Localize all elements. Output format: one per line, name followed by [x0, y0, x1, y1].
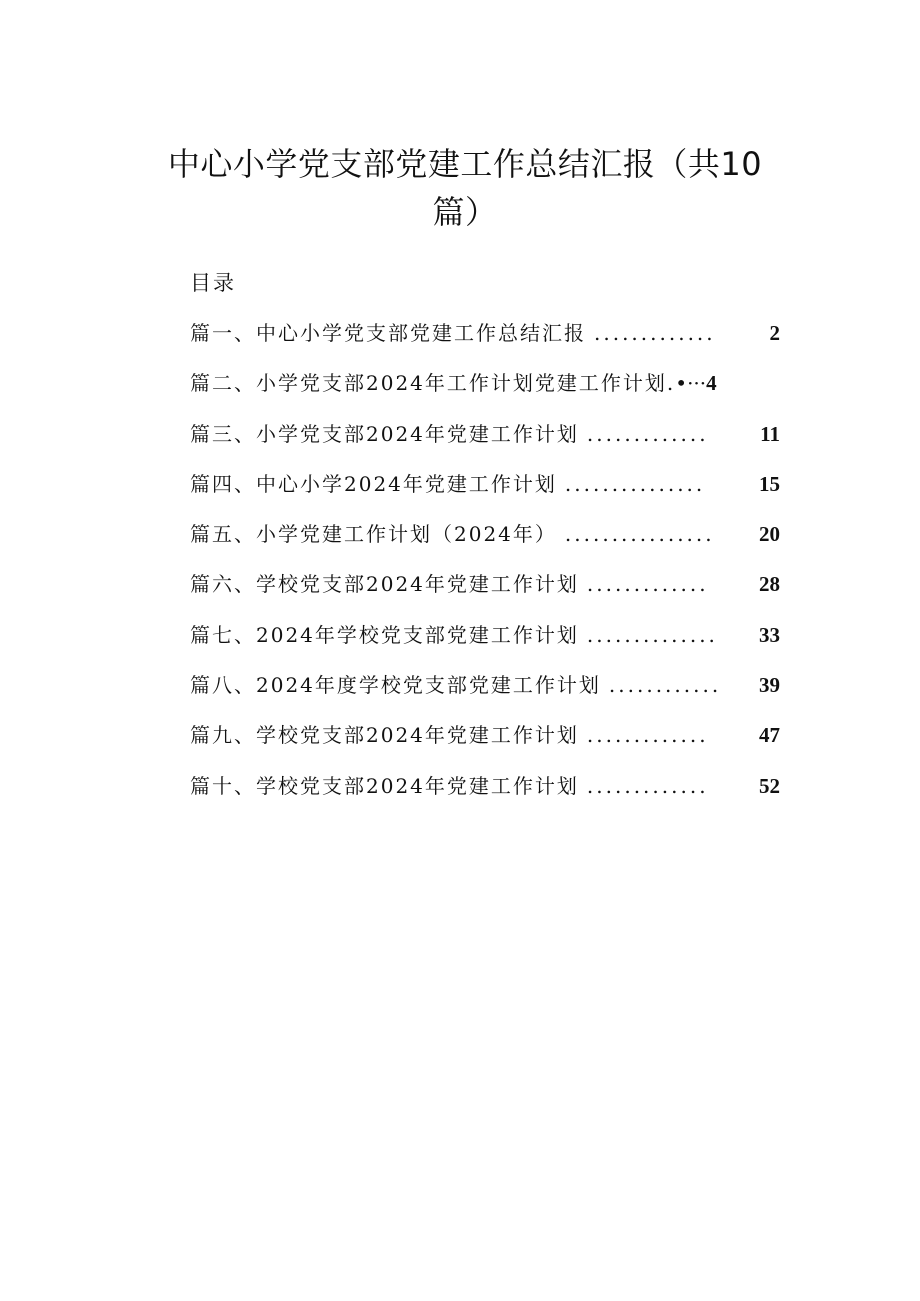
toc-entry-6[interactable]: [190, 569, 780, 619]
toc-entry-page-number: 28: [759, 572, 780, 597]
toc-entry-label: 篇十、学校党支部2024年党建工作计划: [190, 773, 579, 798]
toc-entry-leader: ...............: [564, 471, 706, 496]
document-title-line2: 篇）: [432, 193, 498, 231]
toc-entry-label: 篇七、2024年学校党支部党建工作计划: [190, 622, 579, 647]
toc-entry-10[interactable]: [190, 771, 780, 821]
toc-entry-leader: .............: [586, 723, 709, 748]
toc-entry-7[interactable]: [190, 620, 780, 670]
toc-heading: 目录: [190, 271, 236, 295]
toc-entry-page-number: 47: [759, 723, 780, 748]
toc-entry-page-number: 11: [760, 421, 780, 446]
toc-entry-page-number: 33: [759, 622, 780, 647]
toc-entry-label: 篇六、学校党支部2024年党建工作计划: [190, 572, 579, 597]
toc-entry-page-number: 15: [759, 471, 780, 496]
toc-entry-leader: ..............: [586, 622, 718, 647]
toc-entry-leader: ................: [564, 522, 715, 547]
toc-entry-leader: .............: [594, 321, 716, 345]
toc-entry-1[interactable]: [190, 318, 780, 368]
toc-entry-label: 篇八、2024年度学校党支部党建工作计划: [190, 673, 601, 698]
toc-entry-3[interactable]: [190, 419, 780, 469]
toc-entry-page-number: 20: [759, 522, 780, 547]
toc-entry-label: 篇四、中心小学2024年党建工作计划: [190, 471, 557, 496]
toc-entry-leader: .............: [586, 421, 709, 446]
toc-entry-5[interactable]: [190, 519, 780, 569]
toc-entry-leader: ............: [608, 673, 722, 698]
document-title-line1: 中心小学党支部党建工作总结汇报（共10: [167, 145, 763, 183]
toc-entry-label: 篇二、小学党支部2024年工作计划党建工作计划.: [190, 371, 676, 396]
toc-entry-page-number: 4: [706, 371, 717, 396]
toc-entry-leader: .............: [586, 773, 709, 798]
toc-entry-leader: •···: [675, 371, 707, 396]
toc-entry-page-number: 2: [769, 321, 780, 345]
toc-entry-page-number: 52: [759, 773, 780, 798]
document-title: [150, 140, 780, 236]
toc-entry-8[interactable]: [190, 670, 780, 720]
toc-entry-2[interactable]: [190, 368, 780, 418]
toc-entry-label: 篇一、中心小学党支部党建工作总结汇报: [190, 321, 586, 345]
toc-entry-label: 篇五、小学党建工作计划（2024年）: [190, 522, 557, 547]
toc-entry-leader: .............: [586, 572, 709, 597]
table-of-contents: [190, 318, 780, 821]
toc-entry-label: 篇三、小学党支部2024年党建工作计划: [190, 421, 579, 446]
toc-entry-9[interactable]: [190, 720, 780, 770]
toc-entry-page-number: 39: [759, 673, 780, 698]
toc-entry-4[interactable]: [190, 469, 780, 519]
toc-entry-label: 篇九、学校党支部2024年党建工作计划: [190, 723, 579, 748]
